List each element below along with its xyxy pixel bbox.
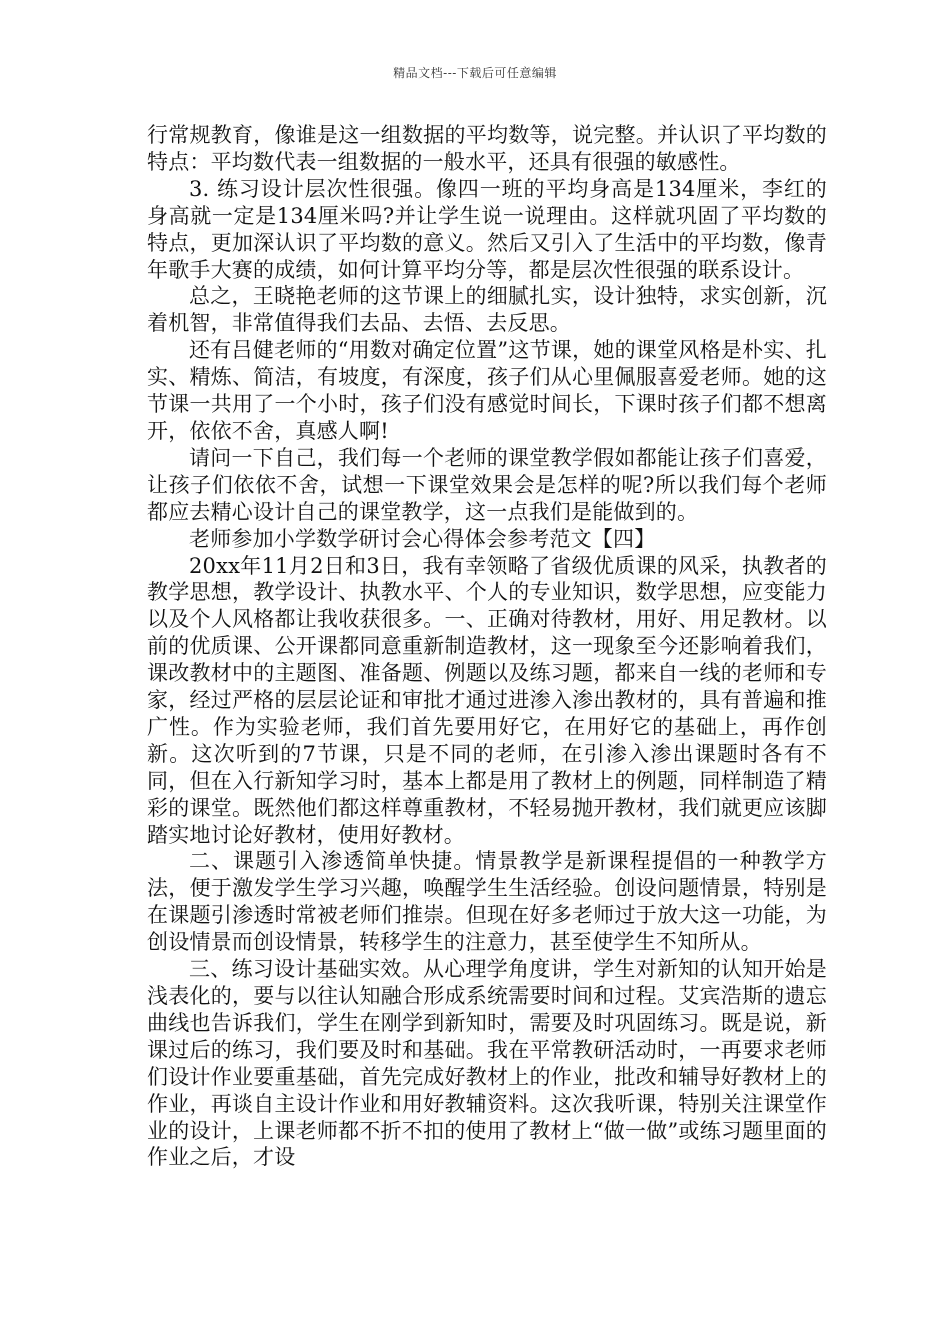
paragraph-lv-jian: 还有吕健老师的“用数对确定位置”这节课，她的课堂风格是朴实、扎实、精炼、简洁，有坡度，有深度，孩子们从心里佩服喜爱老师。她的这节课一共用了一个小时，孩子们没有感觉时间长，下课时孩子们都不想离开，依依不舍，真感人啊!: [147, 338, 827, 443]
page-header: 精品文档---下载后可任意编辑: [393, 66, 557, 80]
paragraph-reflection: 请问一下自己，我们每一个老师的课堂教学假如都能让孩子们喜爱，让孩子们依依不舍，试想一下课堂效果会是怎样的呢?所以我们每个老师都应去精心设计自己的课堂教学，这一点我们是能做到的。: [147, 445, 827, 524]
paragraph-exercises: 三、练习设计基础实效。从心理学角度讲，学生对新知的认知开始是浅表化的，要与以往认知融合形成系统需要时间和过程。艾宾浩斯的遗忘曲线也告诉我们，学生在刚学到新知时，需要及时巩固练习。既是说，新课过后的练习，我们要及时和基础。我在平常教研活动时，一再要求老师们设计作业要重基础，首先完成好教材上的作业，批改和辅导好教材上的作业，再谈自主设计作业和用好教辅资料。这次我听课，特别关注课堂作业的设计，上课老师都不折不扣的使用了教材上“做一做”或练习题里面的作业之后，才设: [147, 957, 827, 1170]
section-title: 老师参加小学数学研讨会心得体会参考范文【四】: [189, 526, 656, 551]
paragraph-summary: 总之，王晓艳老师的这节课上的细腻扎实，设计独特，求实创新，沉着机智，非常值得我们去品、去悟、去反思。: [147, 284, 827, 336]
paragraph-continuation: 行常规教育，像谁是这一组数据的平均数等，说完整。并认识了平均数的特点：平均数代表一组数据的一般水平，还具有很强的敏感性。: [147, 123, 827, 174]
paragraph-practice-design: 3. 练习设计层次性很强。像四一班的平均身高是134厘米，李红的身高就一定是134厘米吗?并让学生说一说理由。这样就巩固了平均数的特点，更加深认识了平均数的意义。然后又引入了生活中的平均数，像青年歌手大赛的成绩，如何计算平均分等，都是层次性很强的联系设计。: [147, 176, 827, 282]
paragraph-introduction: 二、课题引入渗透简单快捷。情景教学是新课程提倡的一种教学方法，便于激发学生学习兴趣，唤醒学生生活经验。创设问题情景，特别是在课题引渗透时常被老师们推崇。但现在好多老师过于放大这一功能，为创设情景而创设情景，转移学生的注意力，甚至使学生不知所从。: [147, 849, 827, 955]
paragraph-textbook: 20xx年11月2日和3日，我有幸领略了省级优质课的风采，执教者的教学思想，教学设计、执教水平、个人的专业知识，数学思想，应变能力以及个人风格都让我收获很多。一、正确对待教材，用好、用足教材。以前的优质课、公开课都同意重新制造教材，这一现象至今还影响着我们，课改教材中的主题图、准备题、例题以及练习题，都来自一线的老师和专家，经过严格的层层论证和审批才通过进渗入渗出教材的，具有普遍和推广性。作为实验老师，我们首先要用好它，在用好它的基础上，再作创新。这次听到的7节课，只是不同的老师，在引渗入渗出课题时各有不同，但在入行新知学习时，基本上都是用了教材上的例题，同样制造了精彩的课堂。既然他们都这样尊重教材，不轻易抛开教材，我们就更应该脚踏实地讨论好教材，使用好教材。: [147, 553, 827, 847]
document-body: [147, 122, 827, 1171]
